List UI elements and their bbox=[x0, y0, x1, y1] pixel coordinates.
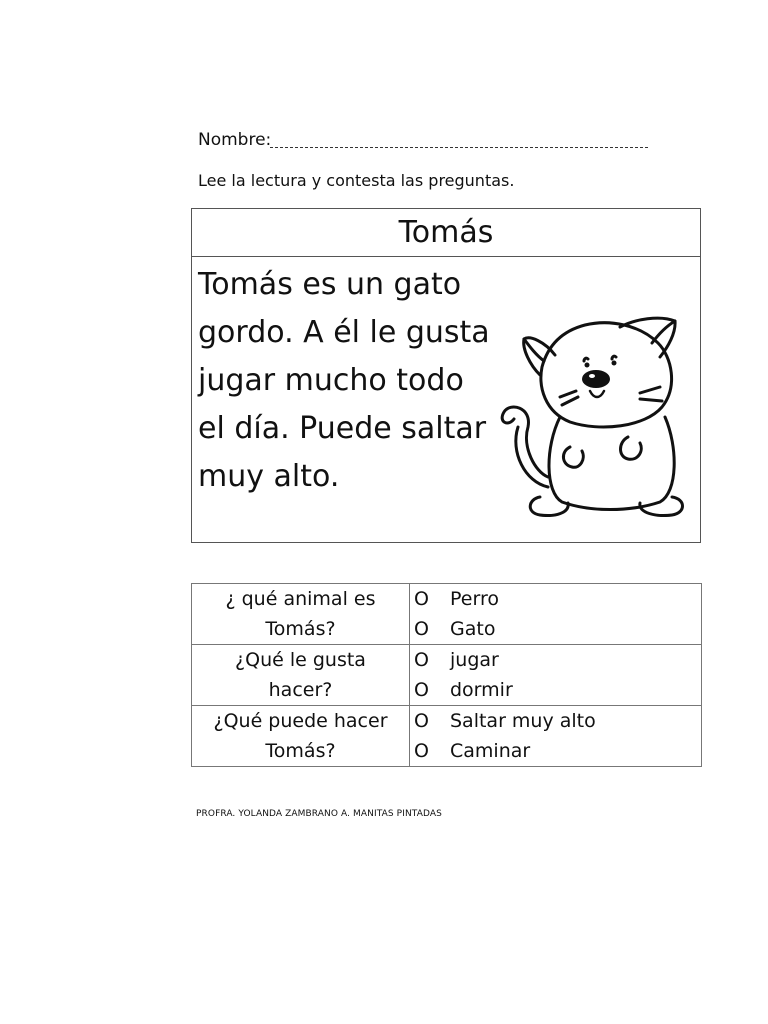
option-jugar[interactable] bbox=[414, 645, 701, 675]
answer-cell bbox=[410, 645, 702, 706]
story-line: muy alto. bbox=[198, 459, 340, 494]
option-label: dormir bbox=[450, 679, 513, 701]
option-label: Saltar muy alto bbox=[450, 710, 596, 732]
story-box bbox=[191, 208, 701, 543]
story-line: gordo. A él le gusta bbox=[198, 315, 490, 350]
option-circle[interactable]: O bbox=[414, 679, 429, 701]
table-row bbox=[192, 584, 702, 645]
question-line: ¿ qué animal es bbox=[225, 588, 376, 610]
option-gato[interactable] bbox=[414, 614, 701, 644]
question-line: Tomás? bbox=[265, 740, 336, 762]
option-circle[interactable]: O bbox=[414, 588, 429, 610]
option-dormir[interactable] bbox=[414, 675, 701, 705]
story-line: Tomás es un gato bbox=[198, 267, 462, 302]
story-line: el día. Puede saltar bbox=[198, 411, 487, 446]
answer-cell bbox=[410, 706, 702, 767]
question-line: ¿Qué le gusta bbox=[235, 649, 366, 671]
option-perro[interactable] bbox=[414, 584, 701, 614]
question-cell bbox=[192, 706, 410, 767]
option-label: Perro bbox=[450, 588, 499, 610]
question-line: Tomás? bbox=[265, 618, 336, 640]
option-label: Caminar bbox=[450, 740, 531, 762]
footer-credit: PROFRA. YOLANDA ZAMBRANO A. MANITAS PINTADAS bbox=[196, 809, 442, 819]
question-cell bbox=[192, 645, 410, 706]
instructions: Lee la lectura y contesta las preguntas. bbox=[198, 171, 515, 190]
name-line[interactable] bbox=[270, 147, 648, 148]
story-title: Tomás bbox=[192, 209, 700, 257]
name-label: Nombre: bbox=[198, 130, 272, 150]
option-saltar[interactable] bbox=[414, 706, 701, 736]
question-line: ¿Qué puede hacer bbox=[213, 710, 388, 732]
story-line: jugar mucho todo bbox=[198, 363, 464, 398]
option-label: jugar bbox=[450, 649, 499, 671]
option-label: Gato bbox=[450, 618, 496, 640]
questions-table bbox=[191, 583, 702, 767]
table-row bbox=[192, 645, 702, 706]
answer-cell bbox=[410, 584, 702, 645]
table-row bbox=[192, 706, 702, 767]
option-circle[interactable]: O bbox=[414, 710, 429, 732]
question-line: hacer? bbox=[268, 679, 333, 701]
option-circle[interactable]: O bbox=[414, 618, 429, 640]
cat-illustration bbox=[500, 307, 692, 517]
story-text bbox=[198, 261, 528, 501]
question-cell bbox=[192, 584, 410, 645]
option-circle[interactable]: O bbox=[414, 740, 429, 762]
option-caminar[interactable] bbox=[414, 736, 701, 766]
option-circle[interactable]: O bbox=[414, 649, 429, 671]
